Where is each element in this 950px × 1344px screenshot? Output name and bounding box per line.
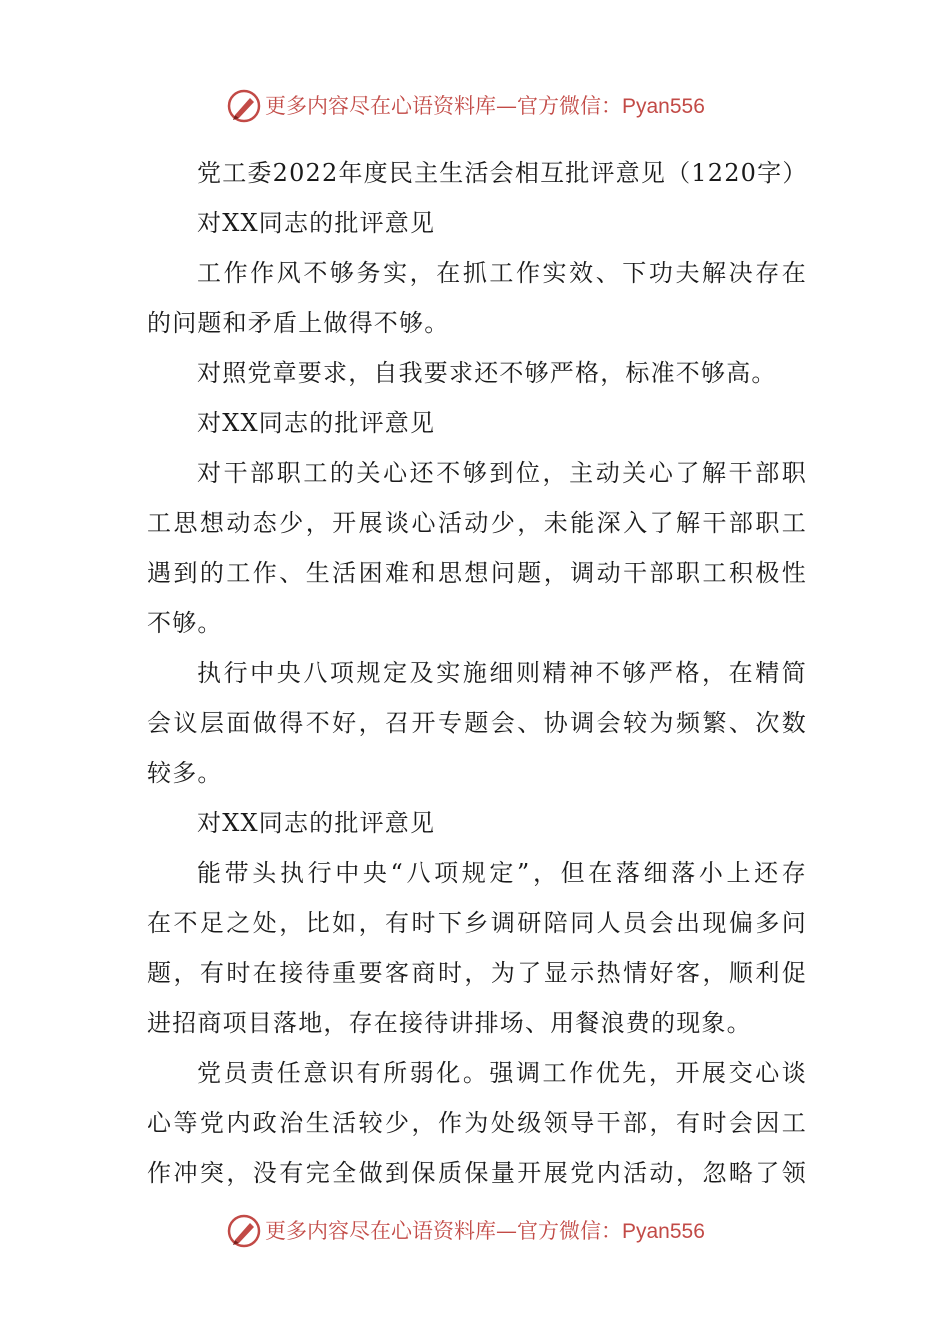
paragraph-line: 工思想动态少，开展谈心活动少，未能深入了解干部职工: [147, 509, 807, 537]
paragraph-line: 工作作风不够务实，在抓工作实效、下功夫解决存在: [197, 259, 807, 287]
section-heading: 对XX同志的批评意见: [197, 409, 436, 437]
paragraph-line: 较多。: [147, 759, 223, 787]
paragraph-line: 对干部职工的关心还不够到位，主动关心了解干部职: [197, 459, 807, 487]
paragraph-line: 的问题和矛盾上做得不够。: [147, 309, 450, 337]
paragraph-line: 在不足之处，比如，有时下乡调研陪同人员会出现偏多问: [147, 909, 807, 937]
paragraph-line: 心等党内政治生活较少，作为处级领导干部，有时会因工: [147, 1109, 807, 1137]
paragraph-line: 进招商项目落地，存在接待讲排场、用餐浪费的现象。: [147, 1009, 752, 1037]
document-body: [147, 148, 807, 1198]
paragraph-line: 对照党章要求，自我要求还不够严格，标准不够高。: [197, 359, 777, 387]
watermark-banner-bottom: [0, 1211, 950, 1251]
wechat-id: Pyan556: [622, 95, 705, 118]
watermark-text: 更多内容尽在心语资料库—官方微信：: [265, 1219, 622, 1243]
watermark-banner-top: [0, 86, 950, 126]
paragraph-line: 题，有时在接待重要客商时，为了显示热情好客，顺利促: [147, 959, 807, 987]
paragraph-line: 党员责任意识有所弱化。强调工作优先，开展交心谈: [197, 1059, 807, 1087]
paragraph-line: 不够。: [147, 609, 223, 637]
paragraph-line: 会议层面做得不好，召开专题会、协调会较为频繁、次数: [147, 709, 807, 737]
paragraph-line: 能带头执行中央“八项规定”，但在落细落小上还存: [197, 859, 807, 887]
watermark-text: 更多内容尽在心语资料库—官方微信：: [265, 94, 622, 118]
paragraph-line: 作冲突，没有完全做到保质保量开展党内活动，忽略了领: [147, 1159, 807, 1187]
section-heading: 对XX同志的批评意见: [197, 209, 436, 237]
wechat-id: Pyan556: [622, 1220, 705, 1243]
pen-logo-icon: [226, 1213, 262, 1249]
pen-logo-icon: [226, 88, 262, 124]
section-heading: 对XX同志的批评意见: [197, 809, 436, 837]
paragraph-line: 执行中央八项规定及实施细则精神不够严格，在精简: [197, 659, 807, 687]
paragraph-line: 遇到的工作、生活困难和思想问题，调动干部职工积极性: [147, 559, 807, 587]
document-title: 党工委2022年度民主生活会相互批评意见（1220字）: [197, 159, 808, 187]
